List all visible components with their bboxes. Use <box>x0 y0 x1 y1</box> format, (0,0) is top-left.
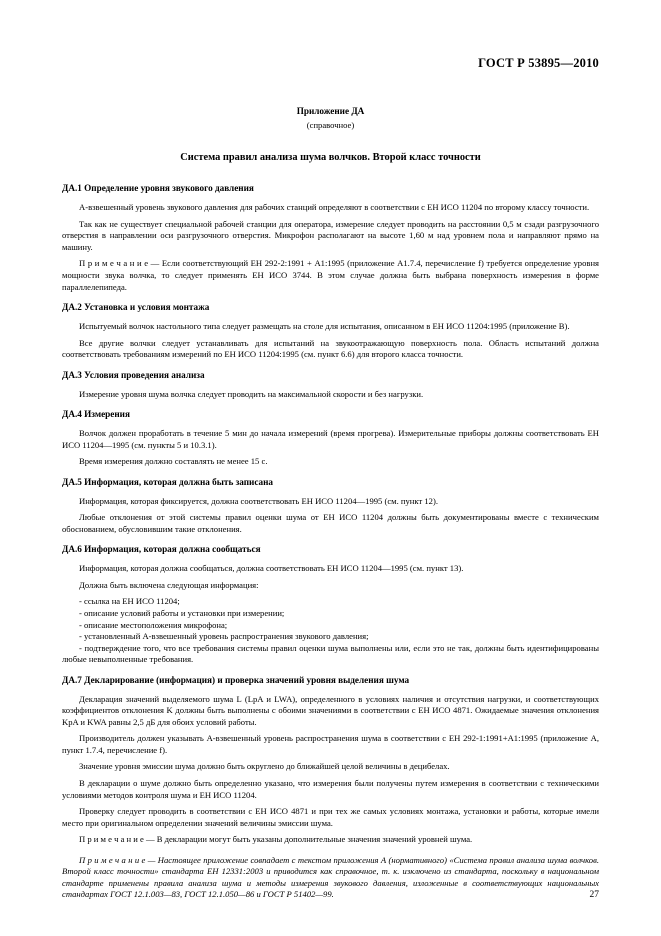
paragraph: А-взвешенный уровень звукового давления для рабочих станций определяют в соответствии с ЕН ИСО 11204 по второму классу точности. <box>79 202 590 213</box>
annex-title: Приложение ДА <box>296 106 365 116</box>
list-item: - описание местоположения микрофона; <box>79 619 228 630</box>
page-number: 27 <box>589 890 599 900</box>
section-heading: ДА.2 Установка и условия монтажа <box>62 302 210 313</box>
paragraph: Любые отклонения от этой системы правил оценки шума от ЕН ИСО 11204 должны быть документированы вместе с техническим обоснованием, обусловившим такие отклонения. <box>62 512 599 534</box>
section-heading: ДА.5 Информация, которая должна быть записана <box>62 476 274 487</box>
section-da7 <box>62 675 599 846</box>
section-heading: ДА.6 Информация, которая должна сообщаться <box>62 544 261 555</box>
section-heading: ДА.7 Декларирование (информация) и проверка значений уровня выделения шума <box>62 674 410 685</box>
section-heading: ДА.3 Условия проведения анализа <box>62 369 205 380</box>
section-heading: ДА.4 Измерения <box>62 409 130 420</box>
paragraph: Значение уровня эмиссии шума должно быть округлено до ближайшей целой величины в децибелах. <box>79 761 450 772</box>
paragraph: Так как не существует специальной рабочей станции для оператора, измерение следует проводить на расстоянии 0,5 м сзади разгрузочного отверстия в направлении оси разгрузочного отверстия. Микрофон располагают на высоте 1,60 м над уровнем пола и направляют прямо на машину. <box>62 218 599 252</box>
section-heading: ДА.1 Определение уровня звукового давления <box>62 183 254 194</box>
section-da5 <box>62 477 599 536</box>
paragraph: Должна быть включена следующая информация: <box>79 579 259 590</box>
list-item: - установленный А-взвешенный уровень распространения звукового давления; <box>79 631 369 642</box>
section-da1 <box>62 183 599 293</box>
section-da4 <box>62 409 599 468</box>
paragraph: Испытуемый волчок настольного типа следует размещать на столе для испытания, описанном в ЕН ИСО 11204:1995 (приложение В). <box>79 321 570 332</box>
annex-subtitle: (справочное) <box>306 120 355 131</box>
page-title: Система правил анализа шума волчков. Второй класс точности <box>180 152 481 164</box>
note: П р и м е ч а н и е — Если соответствующий ЕН 292-2:1991 + А1:1995 (приложение А1.7.4, перечисление f) требуется определение уровня мощности звука волчка, то следует применять ЕН ИСО 3744. В этом случае должна быть выбрана поверхность измерения в форме параллелепипеда. <box>62 258 599 292</box>
paragraph: В декларации о шуме должно быть определенно указано, что измерения были получены путем измерения в соответствии с техническими условиями методов контроля шума и ЕН ИСО 11204. <box>62 777 599 800</box>
note: П р и м е ч а н и е — В декларации могут быть указаны дополнительные значения значений уровней шума. <box>79 834 473 845</box>
section-da6 <box>62 544 599 665</box>
bullet-list <box>62 596 599 665</box>
section-da2 <box>62 302 599 361</box>
paragraph: Декларация значений выделяемого шума L (LpA и LWA), определенного в условиях наличия и отсутствия нагрузки, и соответствующих коэффициентов отклонения K должны быть выполнены с обоими значениями в соответствии с ЕН ИСО 4871. Ожидаемые значения отклонения KpA и KWA равны 2,5 дБ для обоих условий работы. <box>62 693 599 727</box>
page-header: ГОСТ Р 53895—2010 <box>478 56 599 70</box>
paragraph: Информация, которая должна сообщаться, должна соответствовать ЕН ИСО 11204—1995 (см. пункт 13). <box>79 563 464 574</box>
final-note: П р и м е ч а н и е — Настоящее приложение совпадает с текстом приложения А (нормативного) «Система правил анализа шума волчков. Второй класс точности» стандарта ЕН 12331:2003 и приводится как справочное, т. к. изключено из стандарта, поскольку в национальном стандарте применены правила анализа шума и методы измерения звукового давления, изложенные в соответствующих национальных стандартах ГОСТ 12.1.003—83, ГОСТ 12.1.050—86 и ГОСТ Р 51402—99. <box>62 854 599 900</box>
paragraph: Время измерения должно составлять не менее 15 с. <box>79 456 268 467</box>
list-item: - подтверждение того, что все требования системы правил оценки шума выполнены или, если это не так, должны быть идентифицированы любые невыполненные требования. <box>62 642 599 665</box>
section-da3 <box>62 370 599 401</box>
paragraph: Волчок должен проработать в течение 5 мин до начала измерений (время прогрева). Измерительные приборы должны соответствовать ЕН ИСО 11204—1995 (см. пункты 5 и 10.3.1). <box>62 428 599 450</box>
paragraph: Производитель должен указывать А-взвешенный уровень распространения шума в соответствии с ЕН 292-1:1991+А1:1995 (приложение А, пункт 1.7.4, перечисление f). <box>62 733 599 755</box>
paragraph: Проверку следует проводить в соответствии с ЕН ИСО 4871 и при тех же самых условиях монтажа, установки и работы, которые имели место при оригинальном определении значений величины эмиссии шума. <box>62 806 599 828</box>
paragraph: Все другие волчки следует устанавливать для испытаний на звукоотражающую поверхность пола. Область испытаний должна соответствовать требованиям измерений по ЕН ИСО 11204:1995 (см. пункт 6.6) для второго класса точности. <box>62 337 599 360</box>
list-item: - ссылка на ЕН ИСО 11204; <box>79 596 180 607</box>
paragraph: Информация, которая фиксируется, должна соответствовать ЕН ИСО 11204—1995 (см. пункт 12). <box>79 495 438 506</box>
list-item: - описание условий работы и установки при измерении; <box>79 608 285 618</box>
paragraph: Измерение уровня шума волчка следует проводить на максимальной скорости и без нагрузки. <box>79 388 424 399</box>
